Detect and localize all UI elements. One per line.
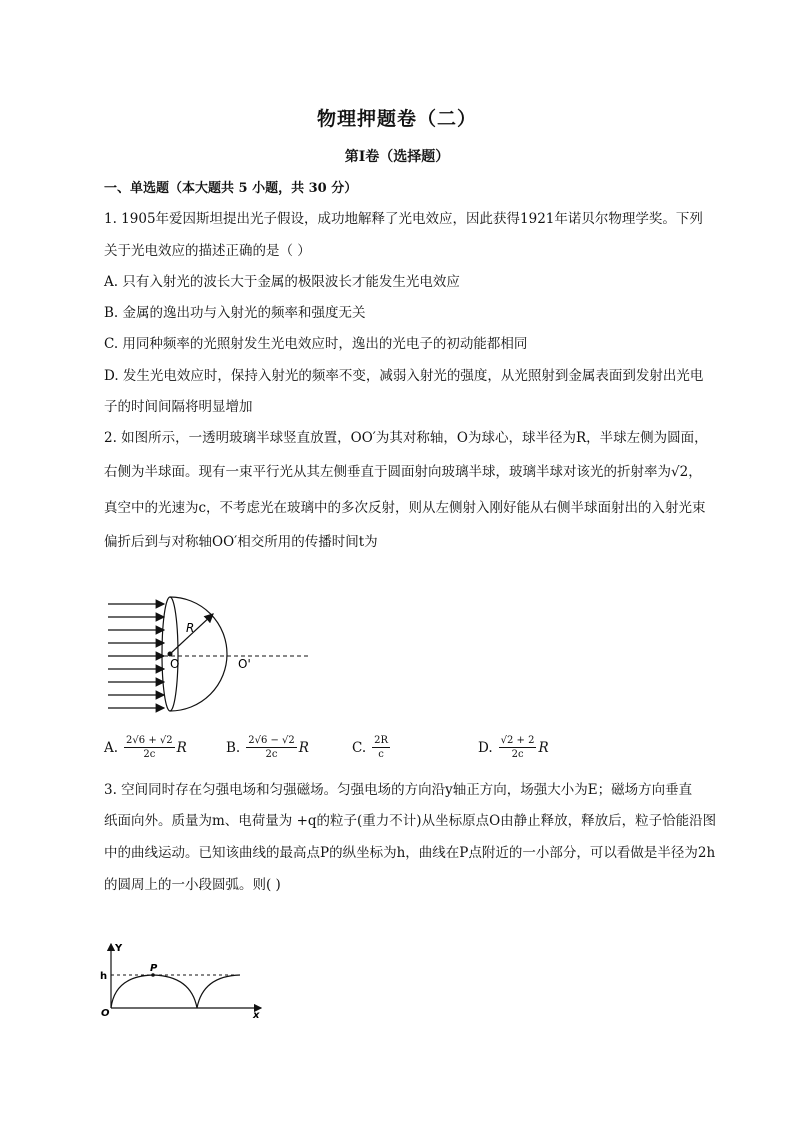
q1-option-c: C. 用同种频率的光照射发生光电效应时，逸出的光电子的初动能都相同 xyxy=(104,336,528,352)
q2-stem-line-3: 真空中的光速为c，不考虑光在玻璃中的多次反射，则从左侧射入刚好能从右侧半球面射出的入射光束 xyxy=(104,500,706,516)
figure-label-r: R xyxy=(186,621,195,635)
label-h: h xyxy=(100,971,108,982)
q1-option-d-line-1: D. 发生光电效应时，保持入射光的频率不变，减弱入射光的强度，从光照射到金属表面到发射出光电 xyxy=(104,368,704,384)
q1-stem-line-1: 1. 1905年爱因斯坦提出光子假设，成功地解释了光电效应，因此获得1921年诺贝尔物理学奖。下列 xyxy=(104,211,703,227)
section-heading: 一、单选题（本大题共 5 小题，共 30 分） xyxy=(104,181,358,196)
axis-label-x: x xyxy=(253,1010,260,1021)
q1-option-a: A. 只有入射光的波长大于金属的极限波长才能发生光电效应 xyxy=(104,274,460,290)
q1-stem-line-2: 关于光电效应的描述正确的是（ ） xyxy=(104,243,311,259)
figure-label-o: O xyxy=(170,657,180,671)
q2-stem-line-2: 右侧为半球面。现有一束平行光从其左侧垂直于圆面射向玻璃半球，玻璃半球对该光的折射率为√2， xyxy=(104,464,702,480)
q2-option-d: D. $\frac{√2 + 2}{2c}$ R xyxy=(478,735,549,760)
q2-stem-line-4: 偏折后到与对称轴OO′相交所用的传播时间t为 xyxy=(104,534,378,550)
axis-label-y: Y xyxy=(115,943,123,954)
q3-stem-line-4: 的圆周上的一小段圆弧。则( ) xyxy=(104,877,281,893)
hemisphere-figure xyxy=(100,590,320,720)
q1-option-b: B. 金属的逸出功与入射光的频率和强度无关 xyxy=(104,305,366,321)
page-title: 物理押题卷（二） xyxy=(316,108,477,130)
label-p: P xyxy=(150,963,158,974)
q2-option-c: C. $\frac{2R}{c}$ xyxy=(352,735,389,760)
q3-stem-line-1: 3. 空间同时存在匀强电场和匀强磁场。匀强电场的方向沿y轴正方向，场强大小为E；磁场方向垂直 xyxy=(104,782,693,798)
q2-stem-line-1: 2. 如图所示，一透明玻璃半球竖直放置，OO′为其对称轴，O为球心，球半径为R，半球左侧为圆面， xyxy=(104,430,708,446)
q2-option-b: B. $\frac{2√6 - √2}{2c}$ R xyxy=(226,735,309,760)
label-origin: O xyxy=(101,1008,110,1019)
section-subtitle: 第Ⅰ卷（选择题） xyxy=(344,149,450,165)
q1-option-d-line-2: 子的时间间隔将明显增加 xyxy=(104,399,253,415)
q2-options xyxy=(104,734,664,768)
trajectory-figure xyxy=(95,938,275,1023)
q3-stem-line-2: 纸面向外。质量为m、电荷量为 +q的粒子(重力不计)从坐标原点O由静止释放，释放后，粒子恰能沿图 xyxy=(104,813,717,829)
figure-label-o-prime: O' xyxy=(238,657,251,671)
q2-option-a: A. $\frac{2√6 + √2}{2c}$ R xyxy=(104,735,187,760)
q3-stem-line-3: 中的曲线运动。已知该曲线的最高点P的纵坐标为h，曲线在P点附近的一小部分，可以看做是半径为2h xyxy=(104,845,716,861)
